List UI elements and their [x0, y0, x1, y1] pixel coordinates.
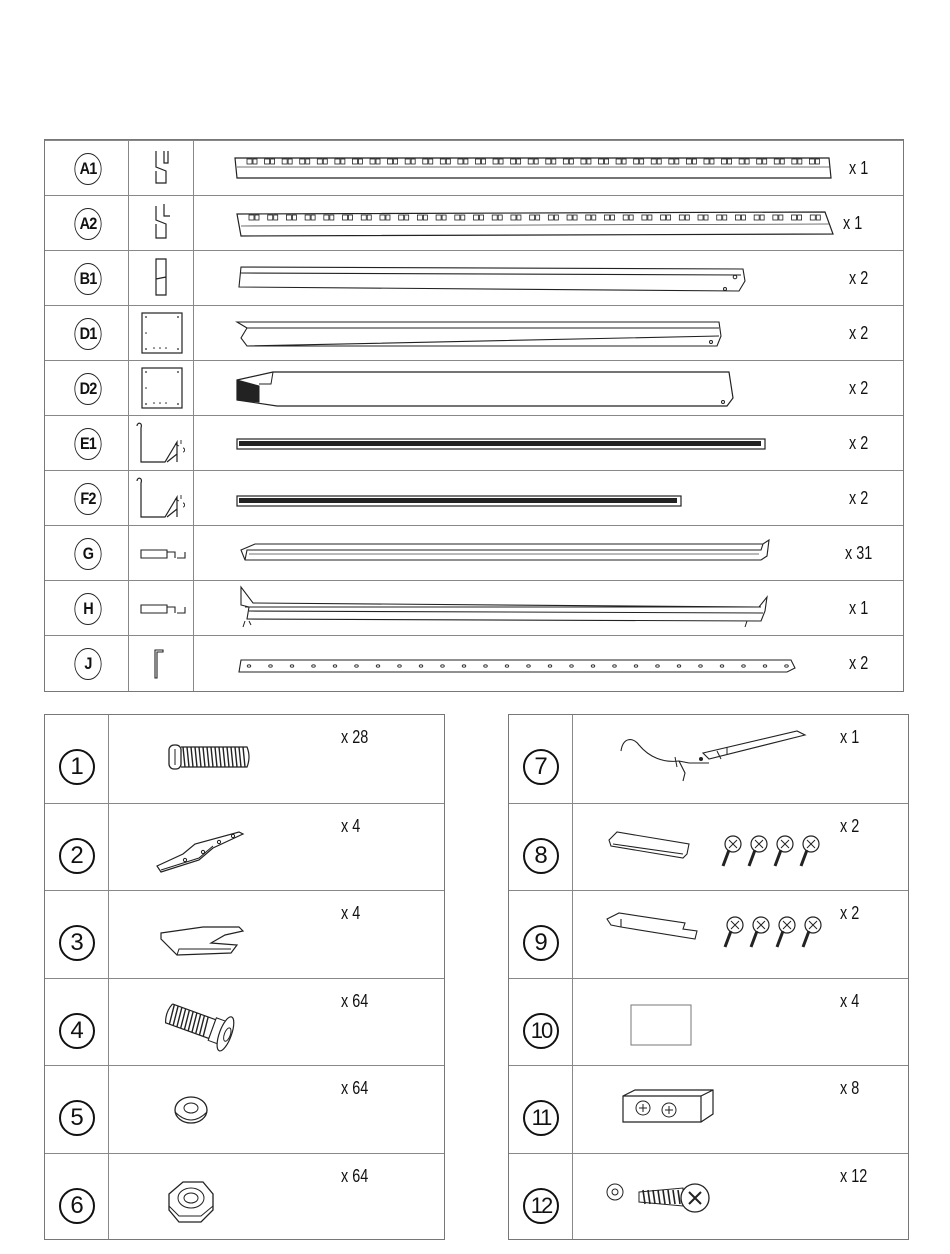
- part-id-label: D2: [74, 373, 101, 405]
- flange-bolt-icon: [161, 995, 251, 1060]
- part-id-label: F2: [74, 483, 101, 515]
- profile-b1-icon: [152, 257, 172, 301]
- part-row-e1: [45, 415, 903, 470]
- part-row-a2: [45, 195, 903, 250]
- hardware-row: [45, 978, 444, 1066]
- connector-block-icon: [619, 1084, 719, 1139]
- part-quantity: x 2: [849, 653, 869, 673]
- part-quantity: x 2: [849, 488, 869, 508]
- part-id-label: E1: [74, 428, 101, 460]
- hardware-number: 10: [523, 1013, 559, 1049]
- hardware-number: 12: [523, 1188, 559, 1224]
- part-row-d1: [45, 305, 903, 360]
- square-pad-icon: [627, 1001, 697, 1056]
- hardware-quantity: x 28: [341, 727, 369, 747]
- hardware-row: [509, 890, 908, 978]
- hardware-quantity: x 8: [840, 1078, 860, 1098]
- part-row-j: [45, 635, 903, 690]
- part-id-label: D1: [74, 318, 101, 350]
- hardware-row: [509, 803, 908, 891]
- part-id-label: J: [74, 648, 101, 680]
- washer-icon: [167, 1090, 217, 1135]
- rail-e1-icon: [235, 437, 765, 453]
- part-id-label: A1: [74, 153, 101, 185]
- rail-f2-icon: [235, 494, 685, 510]
- hardware-quantity: x 4: [341, 815, 361, 836]
- part-quantity: x 2: [849, 433, 869, 453]
- hardware-number: 5: [59, 1100, 95, 1136]
- rail-a1-icon: [233, 153, 833, 183]
- profile-d1-icon: [140, 311, 184, 355]
- part-quantity: x 1: [849, 598, 869, 618]
- long-bolt-icon: [163, 737, 253, 782]
- part-row-d2: [45, 360, 903, 415]
- hardware-quantity: x 2: [840, 815, 860, 836]
- hardware-row: [45, 1065, 444, 1153]
- rail-a2-icon: [235, 206, 835, 238]
- hardware-number: 7: [523, 749, 559, 785]
- part-quantity: x 1: [849, 158, 869, 178]
- profile-d2-icon: [140, 366, 184, 410]
- bracket-with-screws-icon: [605, 824, 845, 889]
- hardware-row: [509, 978, 908, 1066]
- hardware-row: [45, 803, 444, 891]
- hardware-row: [509, 1065, 908, 1153]
- hardware-quantity: x 64: [341, 1165, 369, 1186]
- flat-bracket-plate-icon: [155, 826, 255, 881]
- hardware-number: 11: [523, 1100, 559, 1136]
- part-row-f2: [45, 470, 903, 525]
- hardware-quantity: x 64: [341, 1078, 369, 1098]
- profile-g-icon: [139, 546, 189, 562]
- rail-g-icon: [235, 540, 775, 568]
- hardware-table-left: [44, 714, 445, 1240]
- part-row-h: [45, 580, 903, 635]
- part-id-label: A2: [74, 208, 101, 240]
- hardware-quantity: x 1: [840, 727, 860, 747]
- rail-d1-icon: [235, 316, 735, 352]
- profile-h-icon: [139, 601, 189, 617]
- hardware-quantity: x 64: [341, 990, 369, 1011]
- part-quantity: x 2: [849, 378, 869, 398]
- z-bracket-with-screws-icon: [605, 905, 845, 970]
- light-bar-with-cable-icon: [619, 723, 819, 798]
- hardware-quantity: x 12: [840, 1165, 868, 1186]
- hardware-table-right: [508, 714, 909, 1240]
- hardware-row: [509, 1153, 908, 1241]
- parts-table: [44, 139, 904, 692]
- part-row-a1: [45, 140, 903, 195]
- profile-e1-icon: [133, 422, 193, 466]
- part-quantity: x 1: [843, 213, 863, 233]
- notched-plate-icon: [157, 919, 257, 964]
- rail-j-icon: [235, 654, 795, 676]
- hardware-row: [45, 1153, 444, 1241]
- hardware-quantity: x 2: [840, 903, 860, 923]
- profile-a1-icon: [152, 149, 172, 189]
- profile-a2-icon: [152, 202, 172, 242]
- hardware-number: 6: [59, 1188, 95, 1224]
- rail-b1-icon: [235, 259, 755, 295]
- hardware-row: [509, 715, 908, 803]
- hardware-number: 4: [59, 1013, 95, 1049]
- hardware-row: [45, 715, 444, 803]
- part-quantity: x 31: [845, 543, 873, 563]
- rail-d2-icon: [233, 366, 743, 410]
- hardware-number: 2: [59, 838, 95, 874]
- part-row-g: [45, 525, 903, 580]
- part-id-label: G: [74, 538, 101, 570]
- part-id-label: H: [74, 593, 101, 625]
- hardware-number: 8: [523, 838, 559, 874]
- hardware-quantity: x 4: [341, 903, 361, 923]
- hardware-number: 3: [59, 925, 95, 961]
- profile-j-icon: [153, 648, 167, 682]
- part-quantity: x 2: [849, 323, 869, 343]
- screw-with-washer-icon: [601, 1172, 731, 1227]
- hex-nut-icon: [163, 1176, 219, 1231]
- hardware-number: 1: [59, 749, 95, 785]
- part-row-b1: [45, 250, 903, 305]
- hardware-quantity: x 4: [840, 990, 860, 1011]
- rail-h-icon: [235, 585, 775, 631]
- hardware-row: [45, 890, 444, 978]
- profile-f2-icon: [133, 477, 193, 521]
- hardware-number: 9: [523, 925, 559, 961]
- part-quantity: x 2: [849, 268, 869, 288]
- part-id-label: B1: [74, 263, 101, 295]
